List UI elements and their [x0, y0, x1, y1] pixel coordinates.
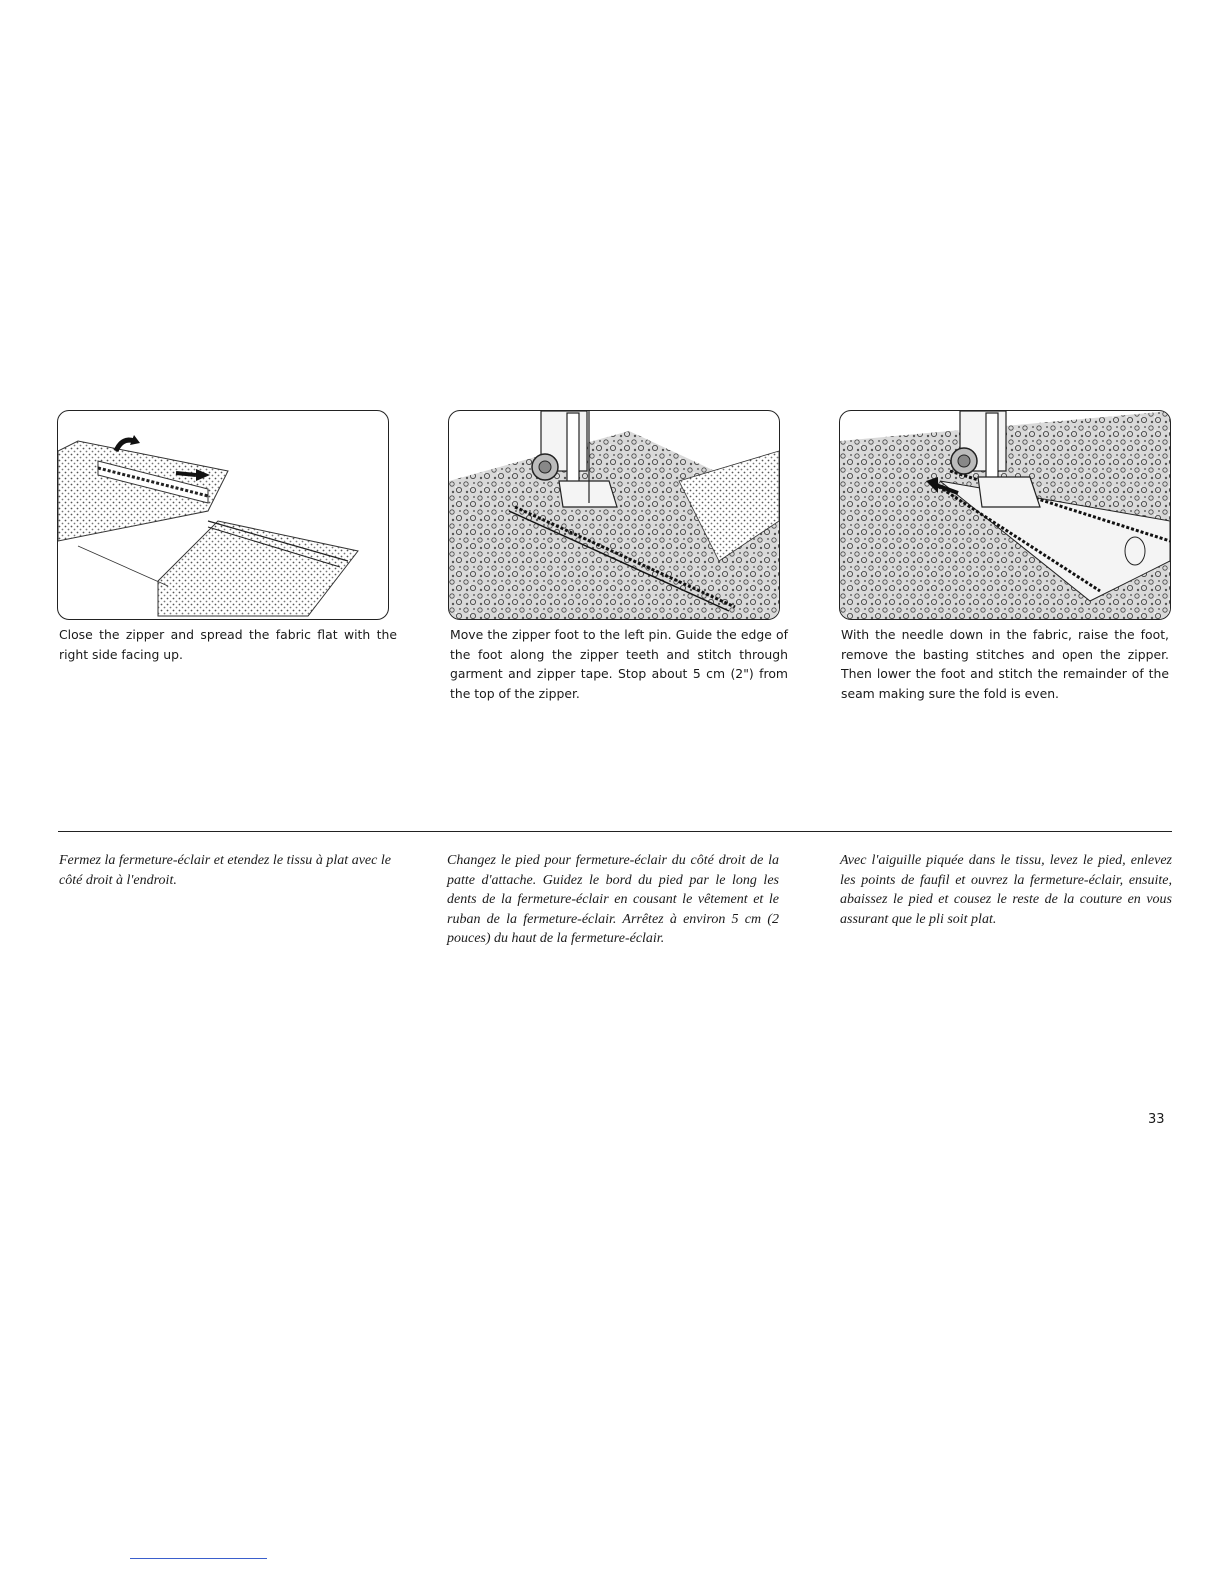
- illustration-close-zipper: [57, 410, 389, 620]
- step-3-caption-fr: Avec l'aiguille piquée dans le tissu, levez le pied, enlevez les points de faufil et ouvrez la fermeture-éclair, ensuite, abaissez le pied et cousez le reste de la couture en vous assurant que le pli soit plat.: [840, 853, 1172, 927]
- footer-link-underline: [130, 1558, 267, 1559]
- illustration-stitch-zipper-tape: [448, 410, 780, 620]
- section-divider: [58, 831, 1172, 832]
- step-3-caption-en: With the needle down in the fabric, raise the foot, remove the basting stitches and open the zipper. Then lower the foot and stitch the remainder of the seam making sure the fold is even.: [841, 627, 1169, 701]
- step-2-caption-fr: Changez le pied pour fermeture-éclair du côté droit de la patte d'attache. Guidez le bord du pied par le long les dents de la fermeture-éclair en cousant le vêtement et le ruban de la fermeture-éclair. Arrêtez à environ 5 cm (2 pouces) du haut de la fermeture-éclair.: [447, 853, 779, 947]
- illustration-open-zipper-finish-seam: [839, 410, 1171, 620]
- step-2-caption-en: Move the zipper foot to the left pin. Guide the edge of the foot along the zipper teeth and stitch through garment and zipper tape. Stop about 5 cm (2") from the top of the zipper.: [450, 627, 788, 701]
- page-number: 33: [1148, 1112, 1165, 1127]
- step-1-caption-en: Close the zipper and spread the fabric flat with the right side facing up.: [59, 627, 397, 662]
- step-1-caption-fr: Fermez la fermeture-éclair et etendez le tissu à plat avec le côté droit à l'endroit.: [59, 853, 391, 888]
